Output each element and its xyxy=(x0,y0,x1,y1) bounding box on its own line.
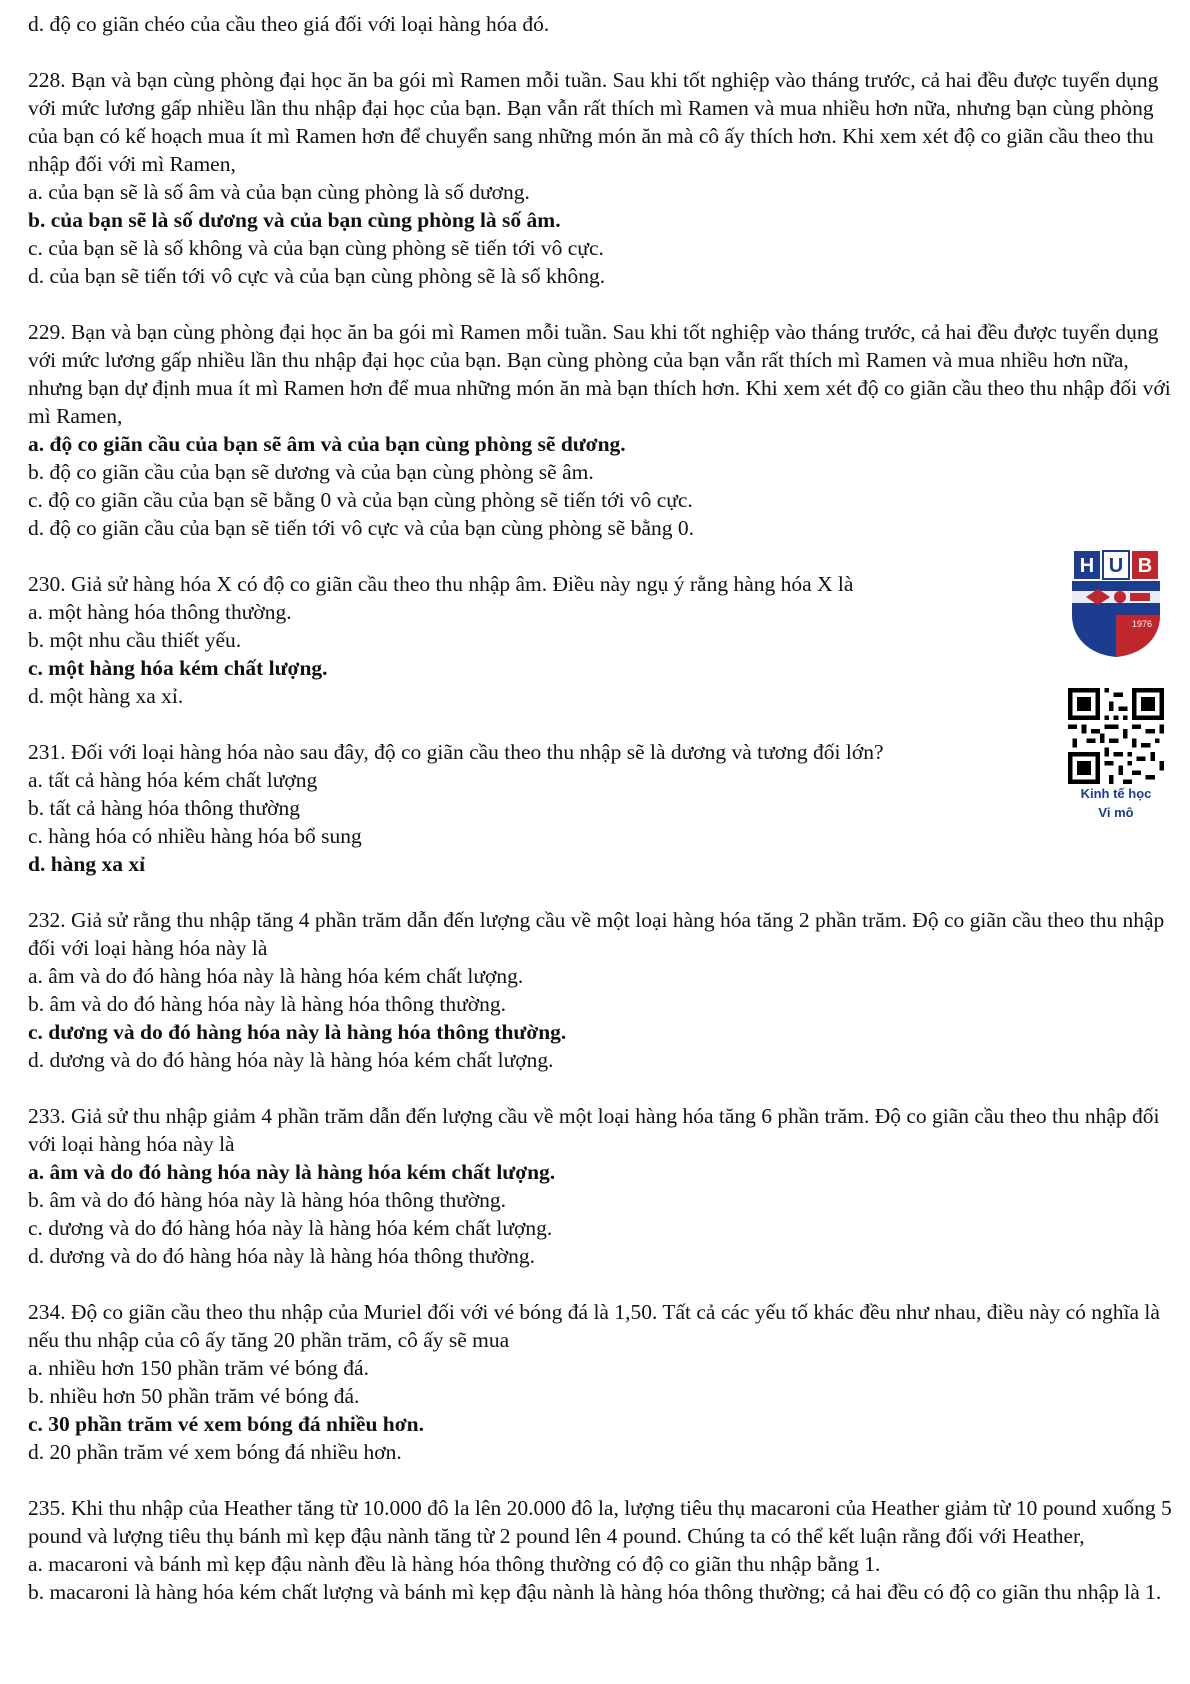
option-c: c. hàng hóa có nhiều hàng hóa bổ sung xyxy=(28,824,362,848)
option-a: a. một hàng hóa thông thường. xyxy=(28,600,292,624)
qr-code xyxy=(1068,688,1164,784)
option-a-answer: a. âm và do đó hàng hóa này là hàng hóa kém chất lượng. xyxy=(28,1160,556,1184)
question-234 xyxy=(28,1298,1173,1466)
question-233 xyxy=(28,1102,1173,1270)
subject-caption-title: Kinh tế học xyxy=(1080,786,1152,801)
hub-shield-logo xyxy=(1068,545,1164,660)
option-c: c. độ co giãn cầu của bạn sẽ bằng 0 và của bạn cùng phòng sẽ tiến tới vô cực. xyxy=(28,488,693,512)
question-231 xyxy=(28,738,1173,878)
option-b-answer: b. của bạn sẽ là số dương và của bạn cùng phòng là số âm. xyxy=(28,208,561,232)
question-stem: 235. Khi thu nhập của Heather tăng từ 10.000 đô la lên 20.000 đô la, lượng tiêu thụ macaroni của Heather giảm từ 10 pound xuống 5 pound và lượng tiêu thụ bánh mì kẹp đậu nành tăng từ 2 pound lên 4 pound. Chúng ta có thể kết luận rằng đối với Heather, xyxy=(28,1496,1172,1548)
question-stem: 231. Đối với loại hàng hóa nào sau đây, độ co giãn cầu theo thu nhập sẽ là dương và tương đối lớn? xyxy=(28,740,884,764)
option-c-answer: c. một hàng hóa kém chất lượng. xyxy=(28,656,328,680)
option-d: d. của bạn sẽ tiến tới vô cực và của bạn cùng phòng sẽ là số không. xyxy=(28,264,606,288)
question-stem: 229. Bạn và bạn cùng phòng đại học ăn ba gói mì Ramen mỗi tuần. Sau khi tốt nghiệp vào tháng trước, cả hai đều được tuyển dụng với mức lương gấp nhiều lần thu nhập đại học của bạn. Bạn cùng phòng của bạn vẫn rất thích mì Ramen và mua nhiều hơn nữa, nhưng bạn dự định mua ít mì Ramen hơn để mua những món ăn mà bạn thích hơn. Khi xem xét độ co giãn cầu theo thu nhập đối với mì Ramen, xyxy=(28,320,1171,428)
option-b: b. macaroni là hàng hóa kém chất lượng và bánh mì kẹp đậu nành là hàng hóa thông thường; cả hai đều có độ co giãn thu nhập là 1. xyxy=(28,1580,1162,1604)
option-b: b. tất cả hàng hóa thông thường xyxy=(28,796,301,820)
option-a-answer: a. độ co giãn cầu của bạn sẽ âm và của bạn cùng phòng sẽ dương. xyxy=(28,432,626,456)
option-c-answer: c. 30 phần trăm vé xem bóng đá nhiều hơn. xyxy=(28,1412,424,1436)
question-stem: 232. Giả sử rằng thu nhập tăng 4 phần trăm dẫn đến lượng cầu về một loại hàng hóa tăng 2 phần trăm. Độ co giãn cầu theo thu nhập đối với loại hàng hóa này là xyxy=(28,908,1165,960)
option-a: a. tất cả hàng hóa kém chất lượng xyxy=(28,768,318,792)
logo-letter-u: U xyxy=(1108,555,1124,577)
option-b: b. một nhu cầu thiết yếu. xyxy=(28,628,242,652)
option-a: a. nhiều hơn 150 phần trăm vé bóng đá. xyxy=(28,1356,369,1380)
subject-caption-subtitle: Vi mô xyxy=(1098,805,1134,820)
previous-question-tail: d. độ co giãn chéo của cầu theo giá đối với loại hàng hóa đó. xyxy=(28,12,550,36)
option-a: a. của bạn sẽ là số âm và của bạn cùng phòng là số dương. xyxy=(28,180,530,204)
option-b: b. độ co giãn cầu của bạn sẽ dương và của bạn cùng phòng sẽ âm. xyxy=(28,460,594,484)
option-b: b. nhiều hơn 50 phần trăm vé bóng đá. xyxy=(28,1384,360,1408)
question-stem: 230. Giả sử hàng hóa X có độ co giãn cầu theo thu nhập âm. Điều này ngụ ý rằng hàng hóa X là xyxy=(28,572,854,596)
option-a: a. âm và do đó hàng hóa này là hàng hóa kém chất lượng. xyxy=(28,964,524,988)
option-b: b. âm và do đó hàng hóa này là hàng hóa thông thường. xyxy=(28,992,507,1016)
option-c: c. dương và do đó hàng hóa này là hàng hóa kém chất lượng. xyxy=(28,1216,553,1240)
question-229 xyxy=(28,318,1173,542)
option-c-answer: c. dương và do đó hàng hóa này là hàng hóa thông thường. xyxy=(28,1020,567,1044)
logo-letter-h: H xyxy=(1079,555,1095,577)
question-stem: 234. Độ co giãn cầu theo thu nhập của Muriel đối với vé bóng đá là 1,50. Tất cả các yếu tố khác đều như nhau, điều này có nghĩa là nếu thu nhập của cô ấy tăng 20 phần trăm, cô ấy sẽ mua xyxy=(28,1300,1160,1352)
logo-letter-b: B xyxy=(1137,555,1153,577)
question-232 xyxy=(28,906,1173,1074)
option-d: d. một hàng xa xỉ. xyxy=(28,684,184,708)
question-228 xyxy=(28,66,1173,290)
option-d: d. 20 phần trăm vé xem bóng đá nhiều hơn. xyxy=(28,1440,402,1464)
document-page xyxy=(28,10,1173,1606)
option-a: a. macaroni và bánh mì kẹp đậu nành đều là hàng hóa thông thường có độ co giãn thu nhập bằng 1. xyxy=(28,1552,881,1576)
option-d: d. dương và do đó hàng hóa này là hàng hóa thông thường. xyxy=(28,1244,536,1268)
option-d-answer: d. hàng xa xỉ xyxy=(28,852,146,876)
question-stem: 228. Bạn và bạn cùng phòng đại học ăn ba gói mì Ramen mỗi tuần. Sau khi tốt nghiệp vào tháng trước, cả hai đều được tuyển dụng với mức lương gấp nhiều lần thu nhập đại học của bạn. Bạn vẫn rất thích mì Ramen và mua nhiều hơn nữa, nhưng bạn cùng phòng của bạn có kế hoạch mua ít mì Ramen hơn để chuyển sang những món ăn mà cô ấy thích hơn. Khi xem xét độ co giãn cầu theo thu nhập đối với mì Ramen, xyxy=(28,68,1159,176)
option-c: c. của bạn sẽ là số không và của bạn cùng phòng sẽ tiến tới vô cực. xyxy=(28,236,604,260)
sidebar-brand xyxy=(1066,545,1166,822)
question-235 xyxy=(28,1494,1173,1606)
option-d: d. độ co giãn cầu của bạn sẽ tiến tới vô cực và của bạn cùng phòng sẽ bằng 0. xyxy=(28,516,695,540)
question-stem: 233. Giả sử thu nhập giảm 4 phần trăm dẫn đến lượng cầu về một loại hàng hóa tăng 6 phần trăm. Độ co giãn cầu theo thu nhập đối với loại hàng hóa này là xyxy=(28,1104,1160,1156)
option-d: d. dương và do đó hàng hóa này là hàng hóa kém chất lượng. xyxy=(28,1048,554,1072)
option-b: b. âm và do đó hàng hóa này là hàng hóa thông thường. xyxy=(28,1188,507,1212)
question-230 xyxy=(28,570,1173,710)
logo-year: 1976 xyxy=(1131,619,1153,629)
